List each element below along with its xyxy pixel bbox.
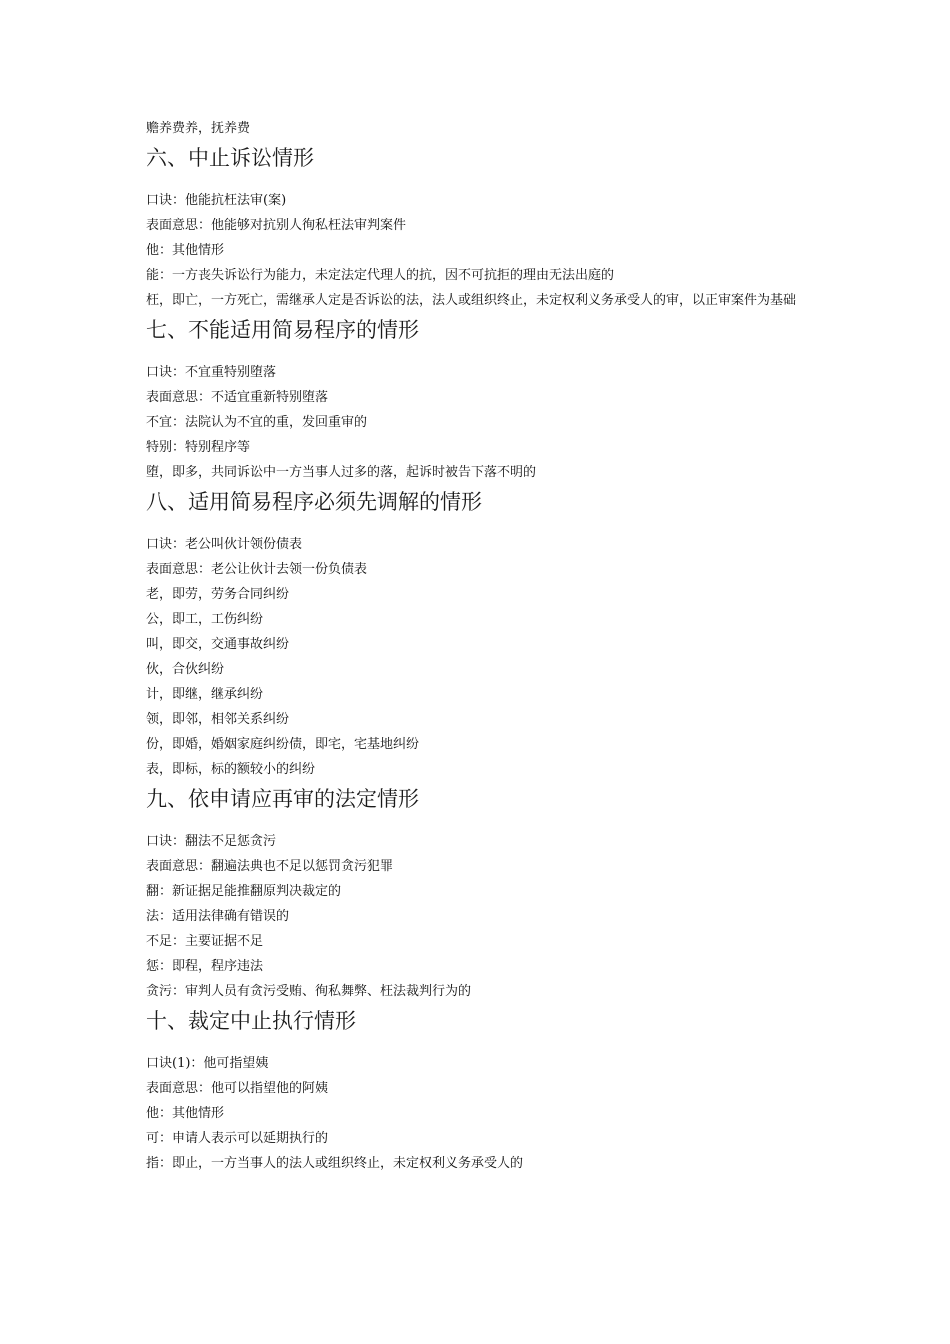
section-7-line: 堕，即多，共同诉讼中一方当事人过多的落，起诉时被告下落不明的: [146, 465, 537, 480]
section-heading-9: 九、依申请应再审的法定情形: [146, 787, 419, 811]
section-8-line: 计，即继，继承纠纷: [146, 687, 264, 702]
section-heading-8: 八、适用简易程序必须先调解的情形: [146, 490, 482, 514]
section-6-line: 能：一方丧失诉讼行为能力，未定法定代理人的抗，因不可抗拒的理由无法出庭的: [146, 268, 615, 283]
section-6-line: 枉，即亡，一方死亡，需继承人定是否诉讼的法，法人或组织终止，未定权利义务承受人的审，以正审案件为基础: [146, 293, 797, 308]
section-9-line: 贪污：审判人员有贪污受贿、徇私舞弊、枉法裁判行为的: [146, 984, 472, 999]
section-8-line: 领，即邻，相邻关系纠纷: [146, 712, 290, 727]
section-8-line: 叫，即交，交通事故纠纷: [146, 637, 290, 652]
section-10-line: 口诀(1)：他可指望姨: [146, 1056, 269, 1071]
section-8-line: 伙，合伙纠纷: [146, 662, 225, 677]
section-7-line: 特别：特别程序等: [146, 440, 251, 455]
section-8-line: 口诀：老公叫伙计领份债表: [146, 537, 303, 552]
section-9-line: 法：适用法律确有错误的: [146, 909, 290, 924]
section-8-line: 表面意思：老公让伙计去领一份负债表: [146, 562, 368, 577]
section-8-line: 公，即工，工伤纠纷: [146, 612, 264, 627]
section-9-line: 口诀：翻法不足惩贪污: [146, 834, 277, 849]
section-heading-7: 七、不能适用简易程序的情形: [146, 318, 419, 342]
section-7-line: 表面意思：不适宜重新特别堕落: [146, 390, 329, 405]
section-10-line: 他：其他情形: [146, 1106, 225, 1121]
section-10-line: 可：申请人表示可以延期执行的: [146, 1131, 329, 1146]
section-9-line: 表面意思：翻遍法典也不足以惩罚贪污犯罪: [146, 859, 394, 874]
section-9-line: 惩：即程，程序违法: [146, 959, 264, 974]
document-page: [146, 116, 826, 1176]
section-8-line: 表，即标，标的额较小的纠纷: [146, 762, 316, 777]
section-6-line: 表面意思：他能够对抗别人徇私枉法审判案件: [146, 218, 407, 233]
section-heading-10: 十、裁定中止执行情形: [146, 1009, 356, 1033]
section-heading-6: 六、中止诉讼情形: [146, 146, 314, 170]
section-10-line: 表面意思：他可以指望他的阿姨: [146, 1081, 329, 1096]
section-6-line: 他：其他情形: [146, 243, 225, 258]
section-10-line: 指：即止，一方当事人的法人或组织终止，未定权利义务承受人的: [146, 1156, 524, 1171]
intro-line: 赡养费养，抚养费: [146, 121, 251, 136]
section-8-line: 老，即劳，劳务合同纠纷: [146, 587, 290, 602]
section-9-line: 翻：新证据足能推翻原判决裁定的: [146, 884, 342, 899]
section-9-line: 不足：主要证据不足: [146, 934, 264, 949]
section-6-line: 口诀：他能抗枉法审(案): [146, 193, 287, 208]
section-8-line: 份，即婚，婚姻家庭纠纷债，即宅，宅基地纠纷: [146, 737, 420, 752]
section-7-line: 口诀：不宜重特别堕落: [146, 365, 277, 380]
section-7-line: 不宜：法院认为不宜的重，发回重审的: [146, 415, 368, 430]
